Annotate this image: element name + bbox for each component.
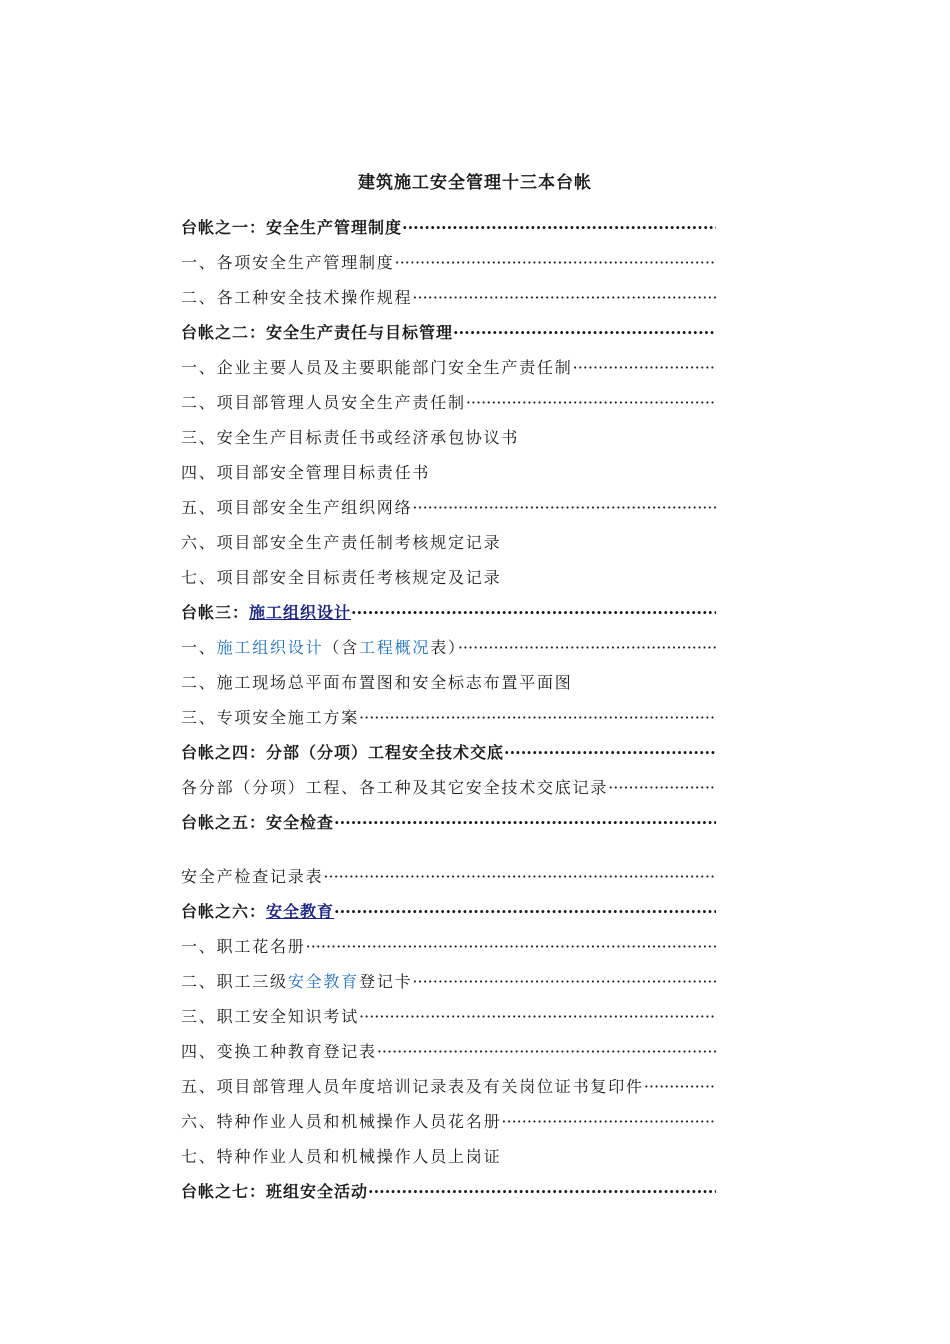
toc-item-2-1[interactable]: 一、企业主要人员及主要职能部门安全生产责任制 ····· <box>181 350 716 385</box>
toc-item-5-1[interactable]: 安全产检查记录表 ····· <box>181 859 716 894</box>
toc-section-6[interactable]: 台帐之六：安全教育 ····· <box>181 894 716 929</box>
toc-item-3-3[interactable]: 三、专项安全施工方案 ····· <box>181 700 716 735</box>
toc-item-1-2[interactable]: 二、各工种安全技术操作规程 ····· <box>181 280 716 315</box>
toc-item-6-6[interactable]: 六、特种作业人员和机械操作人员花名册 ····· <box>181 1104 716 1139</box>
toc-item-2-7: 七、项目部安全目标责任考核规定及记录 <box>181 568 502 587</box>
project-overview-link[interactable]: 工程概况 <box>359 638 431 657</box>
toc-item-6-3[interactable]: 三、职工安全知识考试 ····· <box>181 999 716 1034</box>
construction-design-link-2[interactable]: 施工组织设计 <box>216 638 324 657</box>
toc-item-3-1[interactable]: 一、施工组织设计（含工程概况表） ····· <box>181 630 716 665</box>
toc-item-2-3: 三、安全生产目标责任书或经济承包协议书 <box>181 428 520 447</box>
toc-item-6-5[interactable]: 五、项目部管理人员年度培训记录表及有关岗位证书复印件 ····· <box>181 1069 716 1104</box>
toc-section-5[interactable]: 台帐之五：安全检查 ····· <box>181 805 716 840</box>
toc-section-4[interactable]: 台帐之四：分部（分项）工程安全技术交底 ····· <box>181 735 716 770</box>
toc-item-6-1[interactable]: 一、职工花名册 ····· <box>181 929 716 964</box>
safety-education-link[interactable]: 安全教育 <box>266 902 335 921</box>
toc-item-6-4[interactable]: 四、变换工种教育登记表 ····· <box>181 1034 716 1069</box>
construction-design-link[interactable]: 施工组织设计 <box>249 603 352 622</box>
document-title: 建筑施工安全管理十三本台帐 <box>358 173 592 193</box>
table-of-contents <box>181 210 716 1209</box>
toc-item-1-1[interactable]: 一、各项安全生产管理制度 ····· <box>181 245 716 280</box>
toc-section-3[interactable]: 台帐三：施工组织设计 ····· <box>181 595 716 630</box>
toc-item-3-2: 二、施工现场总平面布置图和安全标志布置平面图 <box>181 673 573 692</box>
toc-section-2[interactable]: 台帐之二：安全生产责任与目标管理 ····· <box>181 315 716 350</box>
toc-item-6-7: 七、特种作业人员和机械操作人员上岗证 <box>181 1147 502 1166</box>
safety-education-link-2[interactable]: 安全教育 <box>287 972 360 991</box>
toc-item-2-4: 四、项目部安全管理目标责任书 <box>181 463 431 482</box>
toc-item-4-1[interactable]: 各分部（分项）工程、各工种及其它安全技术交底记录 ····· <box>181 770 716 805</box>
toc-item-2-2[interactable]: 二、项目部管理人员安全生产责任制 ····· <box>181 385 716 420</box>
toc-item-2-6: 六、项目部安全生产责任制考核规定记录 <box>181 533 502 552</box>
toc-item-6-2[interactable]: 二、职工三级安全教育登记卡 ····· <box>181 964 716 999</box>
toc-section-1[interactable]: 台帐之一：安全生产管理制度 ····· <box>181 210 716 245</box>
toc-section-7[interactable]: 台帐之七：班组安全活动 ····· <box>181 1174 716 1209</box>
toc-item-2-5[interactable]: 五、项目部安全生产组织网络 ····· <box>181 490 716 525</box>
